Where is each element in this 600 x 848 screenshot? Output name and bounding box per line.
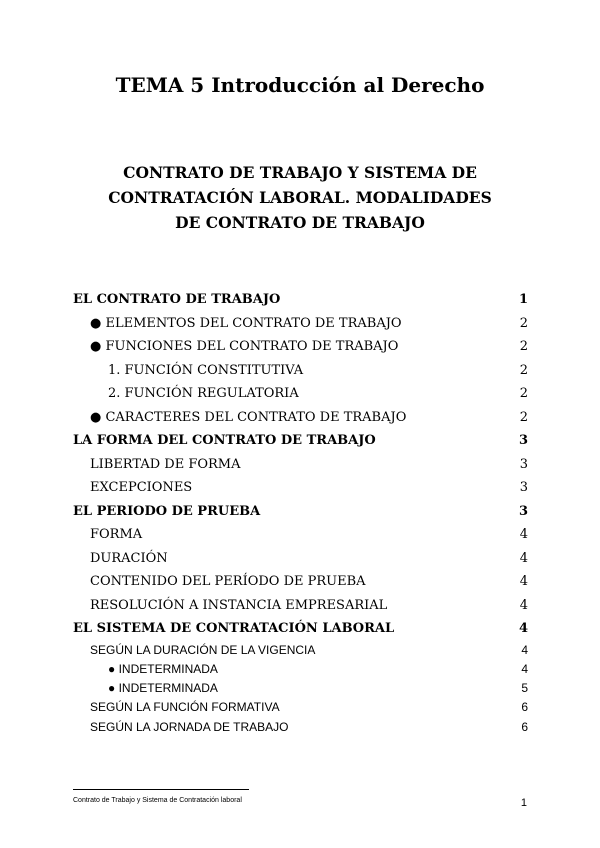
toc-entry-page: 1 <box>518 292 528 307</box>
toc-entry[interactable] <box>73 453 528 477</box>
toc-entry-page: 4 <box>521 642 528 657</box>
toc-entry[interactable] <box>73 312 528 336</box>
toc-entry-page: 4 <box>518 621 528 636</box>
toc-entry-page: 6 <box>521 700 528 715</box>
toc-entry-page: 4 <box>519 597 528 613</box>
toc-entry-page: 3 <box>518 433 528 448</box>
toc-entry-label: EL SISTEMA DE CONTRATACIÓN LABORAL <box>73 621 395 636</box>
toc-entry-label: SEGÚN LA JORNADA DE TRABAJO <box>90 719 289 734</box>
toc-entry[interactable] <box>73 476 528 500</box>
toc-entry-page: 6 <box>521 719 528 734</box>
toc-entry[interactable] <box>73 359 528 383</box>
toc-entry-page: 4 <box>519 527 528 542</box>
toc-entry-label: ● CARACTERES DEL CONTRATO DE TRABAJO <box>90 409 407 425</box>
toc-entry[interactable] <box>73 288 528 312</box>
toc-entry-label: LIBERTAD DE FORMA <box>90 456 241 472</box>
toc-entry-page: 3 <box>519 480 528 495</box>
document-subtitle: CONTRATO DE TRABAJO Y SISTEMA DE CONTRATACIÓN LABORAL. MODALIDADES DE CONTRATO DE TRABAJO <box>108 163 492 232</box>
toc-entry-label: EL CONTRATO DE TRABAJO <box>73 292 281 307</box>
footer-text: Contrato de Trabajo y Sistema de Contratación laboral <box>73 797 242 804</box>
toc-entry-page: 4 <box>519 574 528 589</box>
toc-entry-page: 2 <box>519 386 528 401</box>
toc-entry[interactable] <box>73 718 528 737</box>
toc-entry-label: LA FORMA DEL CONTRATO DE TRABAJO <box>73 433 376 448</box>
toc-entry-label: FORMA <box>90 527 143 542</box>
toc-entry-label: RESOLUCIÓN A INSTANCIA EMPRESARIAL <box>90 597 388 613</box>
toc-entry-page: 2 <box>519 315 528 331</box>
toc-entry[interactable] <box>73 641 528 660</box>
toc-entry-page: 2 <box>519 362 528 378</box>
toc-entry-label: EL PERIODO DE PRUEBA <box>73 503 261 519</box>
toc-entry-label: 2. FUNCIÓN REGULATORIA <box>108 386 299 401</box>
toc-entry[interactable] <box>73 500 528 524</box>
toc-entry-page: 3 <box>519 456 528 472</box>
toc-entry-label: 1. FUNCIÓN CONSTITUTIVA <box>108 362 304 378</box>
toc-entry[interactable] <box>73 679 528 698</box>
toc-entry-page: 2 <box>519 409 528 425</box>
toc-entry[interactable] <box>73 594 528 618</box>
document-title: TEMA 5 Introducción al Derecho <box>115 73 485 97</box>
toc-entry[interactable] <box>73 523 528 547</box>
toc-entry-label: SEGÚN LA FUNCIÓN FORMATIVA <box>90 700 280 715</box>
toc-entry[interactable] <box>73 429 528 453</box>
toc-entry[interactable] <box>73 698 528 717</box>
toc-entry[interactable] <box>73 617 528 641</box>
toc-entry-page: 5 <box>521 681 528 696</box>
toc-entry[interactable] <box>73 406 528 430</box>
toc-entry-label: ● INDETERMINADA <box>108 681 218 696</box>
toc-entry-label: EXCEPCIONES <box>90 480 193 495</box>
toc-entry[interactable] <box>73 335 528 359</box>
footnote-separator <box>73 789 249 790</box>
table-of-contents <box>73 288 528 737</box>
toc-entry[interactable] <box>73 570 528 594</box>
footer-page-number: 1 <box>520 797 527 809</box>
toc-entry-page: 4 <box>521 661 528 676</box>
toc-entry-label: ● FUNCIONES DEL CONTRATO DE TRABAJO <box>90 339 399 354</box>
toc-entry-label: ● ELEMENTOS DEL CONTRATO DE TRABAJO <box>90 315 402 331</box>
toc-entry[interactable] <box>73 660 528 679</box>
toc-entry-label: SEGÚN LA DURACIÓN DE LA VIGENCIA <box>90 642 316 657</box>
toc-entry-label: ● INDETERMINADA <box>108 661 218 676</box>
toc-entry-page: 3 <box>518 503 528 519</box>
toc-entry[interactable] <box>73 547 528 571</box>
toc-entry-label: DURACIÓN <box>90 550 168 566</box>
toc-entry-page: 2 <box>519 339 528 354</box>
toc-entry[interactable] <box>73 382 528 406</box>
toc-entry-label: CONTENIDO DEL PERÍODO DE PRUEBA <box>90 574 366 589</box>
toc-entry-page: 4 <box>519 550 528 566</box>
